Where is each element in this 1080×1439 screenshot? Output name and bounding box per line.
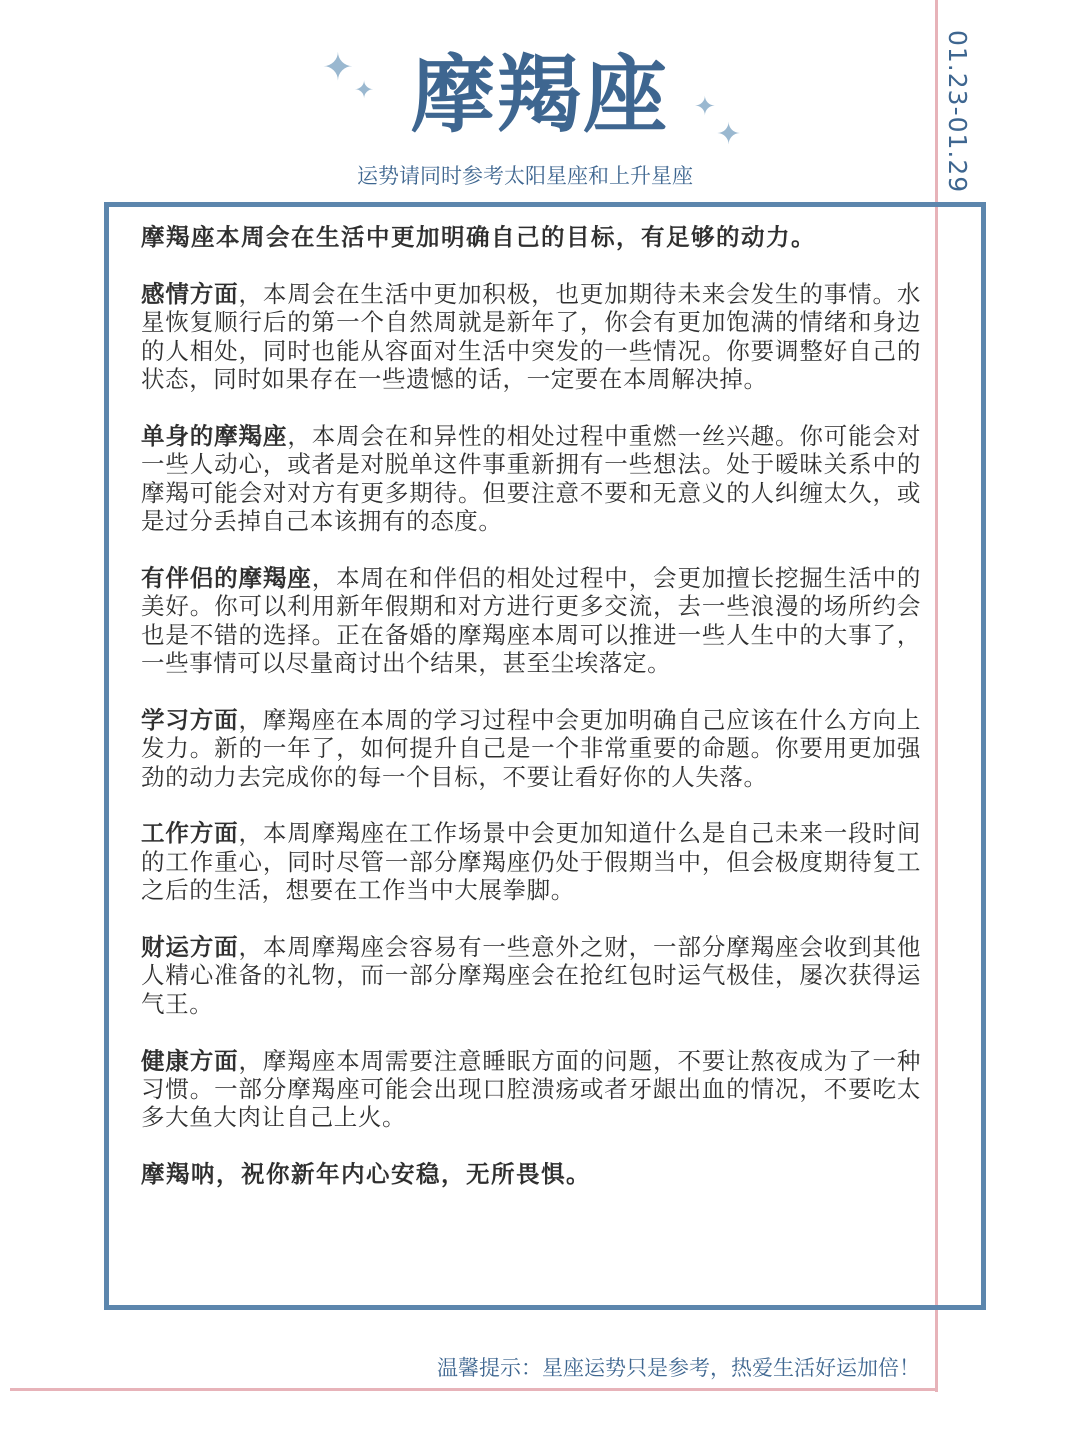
section-text: ，本周会在生活中更加积极，也更加期待未来会发生的事情。水星恢复顺行后的第一个自然周就是新年了，你会有更加饱满的情绪和身边的人相处，同时也能从容面对生活中突发的一些情况。你要调整好自己的状态，同时如果存在一些遗憾的话，一定要在本周解决掉。 (141, 279, 921, 394)
page-title: 摩羯座 (410, 46, 669, 144)
section-heading: 财运方面 (141, 933, 239, 962)
section-heading: 感情方面 (141, 279, 239, 308)
section-heading: 有伴侣的摩羯座 (141, 563, 312, 592)
horoscope-content-box (104, 202, 986, 1310)
sparkle-icon: ✦ (322, 45, 354, 89)
date-range: 01.23-01.29 (943, 30, 972, 194)
page-subtitle: 运势请同时参考太阳星座和上升星座 (357, 164, 693, 188)
section-health (141, 1047, 921, 1132)
section-text: ，本周会在和异性的相处过程中重燃一丝兴趣。你可能会对一些人动心，或者是对脱单这件事重新拥有一些想法。处于暧昧关系中的摩羯可能会对对方有更多期待。但要注意不要和无意义的人纠缠太久，或是过分丢掉自己本该拥有的态度。 (141, 421, 921, 536)
sparkle-icon: ✦ (694, 92, 716, 122)
section-wealth (141, 933, 921, 1018)
footer-tip: 温馨提示：星座运势只是参考，热爱生活好运加倍！ (437, 1356, 920, 1380)
horoscope-text (141, 223, 921, 1189)
section-single (141, 422, 921, 536)
section-text: ，摩羯座在本周的学习过程中会更加明确自己应该在什么方向上发力。新的一年了，如何提升自己是一个非常重要的命题。你要用更加强劲的动力去完成你的每一个目标，不要让看好你的人失落。 (141, 705, 921, 791)
section-text: ，摩羯座本周需要注意睡眠方面的问题，不要让熬夜成为了一种习惯。一部分摩羯座可能会出现口腔溃疡或者牙龈出血的情况，不要吃太多大鱼大肉让自己上火。 (141, 1046, 921, 1132)
closing-paragraph: 摩羯呐，祝你新年内心安稳，无所畏惧。 (141, 1160, 591, 1189)
section-heading: 健康方面 (141, 1046, 239, 1075)
section-work (141, 819, 921, 904)
intro-paragraph: 摩羯座本周会在生活中更加明确自己的目标，有足够的动力。 (141, 223, 816, 251)
decorative-horizontal-line (10, 1388, 938, 1391)
section-text: ，本周在和伴侣的相处过程中，会更加擅长挖掘生活中的美好。你可以利用新年假期和对方进行更多交流，去一些浪漫的场所约会也是不错的选择。正在备婚的摩羯座本周可以推进一些人生中的大事了，一些事情可以尽量商讨出个结果，甚至尘埃落定。 (141, 563, 921, 678)
section-study (141, 706, 921, 791)
section-heading: 单身的摩羯座 (141, 421, 288, 450)
section-partnered (141, 564, 921, 678)
section-text: ，本周摩羯座会容易有一些意外之财，一部分摩羯座会收到其他人精心准备的礼物，而一部分摩羯座会在抢红包时运气极佳，屡次获得运气王。 (141, 933, 921, 1018)
sparkle-icon: ✦ (354, 76, 375, 104)
section-heading: 工作方面 (141, 819, 239, 848)
section-text: ，本周摩羯座在工作场景中会更加知道什么是自己未来一段时间的工作重心，同时尽管一部分摩羯座仍处于假期当中，但会极度期待复工之后的生活，想要在工作当中大展拳脚。 (141, 819, 921, 905)
section-heading: 学习方面 (141, 705, 239, 734)
sparkle-icon: ✦ (716, 117, 742, 152)
section-love (141, 280, 921, 394)
